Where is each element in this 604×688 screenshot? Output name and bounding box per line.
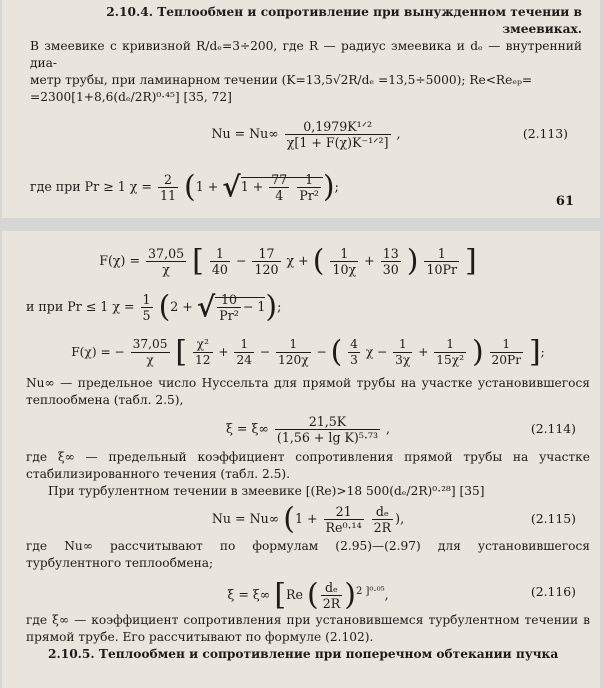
paren-open: ( [307, 577, 319, 613]
equation-2-114 [26, 409, 590, 449]
f1-coef-num: 37,05 [148, 246, 185, 261]
f2-b [234, 337, 254, 368]
chi-pr-ge-1 [30, 164, 582, 210]
paren-close: ) [322, 169, 335, 205]
page-top [2, 0, 600, 218]
f2-coef-den: χ [146, 353, 154, 367]
eq115-g-den: 2R [373, 520, 392, 535]
eq116-tail: , [384, 587, 389, 603]
paren-close: ) [344, 577, 356, 613]
f2-c-den: 120χ [277, 353, 309, 367]
eq116-f [321, 580, 343, 611]
f2-c [276, 337, 311, 368]
intro-line-3: =2300[1+8,6(dₑ/2R)⁰·⁴⁵] [35, 72] [30, 90, 232, 104]
eq113-lhs: Nu = Nu∞ [211, 126, 279, 141]
section-title: 2.10.4. Теплообмен и сопротивление при вынужденном течении в змеевиках. [106, 5, 582, 36]
eq113-numerator: 0,1979K¹ᐟ² [285, 119, 391, 135]
f1-c [330, 246, 358, 277]
chi-gt-frac2 [269, 172, 289, 203]
f2-coef-num: 37,05 [132, 337, 168, 351]
eq116-f-num: dₑ [321, 580, 343, 596]
sqrt-sign: √ [222, 170, 241, 204]
f1-e [424, 246, 459, 277]
f2-h [490, 337, 524, 368]
bracket-open: [ [175, 334, 188, 370]
equation-F2: F(χ) = − $\frac{37,05}{\chi}$ [ $\frac{\text{χ²}}{12}$ + $\frac{1}{24}$ − $\frac{1}{120\chi}$ − ( $\frac{4}{3}$ χ − $\frac{1}{3\chi}$ + $\frac{1}{\text{15χ²}}$ ) $\frac{1}{20Pr}$ ]; [71, 334, 545, 370]
eq116-re: Re [286, 587, 303, 603]
bracket-open: [ [274, 577, 287, 613]
eq114-tail: , [386, 421, 391, 436]
f2-g-num: 1 [434, 337, 466, 353]
f1-e-num: 1 [424, 246, 459, 262]
eq116-f-den: 2R [322, 596, 341, 612]
chi-gt-prefix: где при Pr ≥ 1 χ = [30, 179, 152, 194]
chi-gt-frac-den: 11 [159, 188, 176, 203]
f1-a-den: 40 [211, 262, 228, 277]
f2-b-den: 24 [236, 353, 252, 367]
equation-2-116 [26, 572, 590, 612]
bracket-close: ] [528, 334, 541, 370]
eq114-num: 21,5K [275, 414, 380, 430]
para-nu-limit: Nu∞ — предельное число Нуссельта для прямой трубы на участке установившегося теплообмена (табл. 2.5), [26, 376, 590, 407]
sqrt-sign: √ [196, 290, 216, 324]
eq113-tail: , [396, 126, 401, 141]
chi-lt-frac-den: 5 [142, 308, 151, 323]
chi-lt-prefix: и при Pr ≤ 1 χ = [26, 299, 135, 314]
f2-a-num: χ² [193, 337, 213, 353]
equation-2-115 [26, 500, 590, 538]
f2-a-den: 12 [194, 353, 211, 367]
eq115-g-num: dₑ [372, 504, 394, 520]
f2-g [434, 337, 466, 368]
eq115-lhs: Nu = Nu∞ [211, 511, 280, 526]
f1-d [381, 246, 401, 277]
f1-c-den: 10χ [332, 262, 357, 277]
paren-open: ( [312, 243, 325, 279]
chi-lt-open: 2 + [170, 299, 193, 314]
f1-d-num: 13 [382, 246, 399, 261]
sqrt-content [240, 172, 323, 203]
f1-c-num: 1 [330, 246, 358, 262]
f2-d-num: 4 [350, 337, 358, 351]
paren-open: ( [183, 169, 196, 205]
chi-gt-open: 1 + [195, 179, 219, 194]
page-gap [0, 218, 604, 231]
intro-line-2: метр трубы, при ламинарном течении (K=13,5√2R/dₑ =13,5÷5000); Re<Reₑₚ= [30, 73, 533, 87]
f2-h-den: 20Pr [491, 353, 522, 367]
f2-a [193, 337, 213, 368]
f1-coef [146, 246, 186, 277]
chi-lt-tail: ; [277, 299, 282, 314]
f2-b-num: 1 [234, 337, 254, 353]
f1-b-num: 17 [252, 246, 280, 262]
eq115-f-den: Re⁰·¹⁴ [325, 520, 362, 535]
bracket-close: ] [465, 243, 477, 279]
f1-d-den: 30 [382, 262, 399, 277]
eq115-g [372, 504, 394, 535]
f2-e [393, 337, 412, 368]
f2-coef [131, 337, 170, 368]
eq114-den: (1,56 + lg K)⁵·⁷³ [276, 430, 378, 445]
eq115-number: (2.115) [530, 511, 576, 526]
chi-lt-frac-num: 1 [142, 292, 151, 307]
f2-d-den: 3 [350, 353, 358, 367]
eq114-fraction [275, 414, 380, 445]
chi-gt-frac2-den: 4 [275, 188, 284, 203]
chi-gt-frac3-den: Pr² [299, 188, 319, 203]
eq113-fraction [285, 119, 391, 150]
f2-e-num: 1 [393, 337, 412, 353]
chi-gt-frac [158, 172, 178, 203]
f1-e-den: 10Pr [426, 262, 457, 277]
eq115-f-num: 21 [324, 504, 364, 520]
f1-b-tail: χ + [286, 253, 309, 268]
f2-e-den: 3χ [395, 353, 411, 367]
f2-c-num: 1 [276, 337, 311, 353]
paren-open: ( [283, 501, 295, 537]
chi-pr-le-1 [26, 287, 590, 327]
eq115-tail: ), [395, 511, 405, 526]
chi-lt-frac [141, 292, 153, 323]
paren-open: ( [330, 334, 343, 370]
sqrt-content [215, 292, 266, 323]
chi-gt-frac3-num: 1 [297, 172, 321, 188]
chi-gt-frac2-num: 77 [271, 172, 288, 187]
f2-tail: ; [540, 345, 545, 359]
f1-a-num: 1 [210, 246, 230, 262]
eq113-denominator: χ[1 + F(χ)K⁻¹ᐟ²] [286, 135, 389, 150]
f1-a [210, 246, 230, 277]
paren-close: ) [406, 243, 419, 279]
chi-lt-rfrac-den: Pr² [219, 308, 239, 323]
para-xi-limit: где ξ∞ — предельный коэффициент сопротивления прямой трубы на участке стабилизированного течения (табл. 2.5). [26, 450, 590, 481]
eq116-exp: 2 ]⁰·⁰⁵ [355, 586, 385, 597]
paren-close: ) [265, 289, 278, 325]
chi-lt-minus: − 1 [242, 299, 266, 314]
eq113-number: (2.113) [522, 126, 568, 141]
f2-d-tail: χ − [365, 345, 388, 359]
f1-b [252, 246, 280, 277]
eq114-lhs: ξ = ξ∞ [225, 421, 269, 436]
para-turbulent: При турбулентном течении в змеевике [(Re)>18 500(dₑ/2R)⁰·²⁸] [35] [48, 484, 485, 498]
bracket-open: [ [192, 243, 204, 279]
equation-F1: F(χ) = $\frac{37,05}{\chi}$ [ $\frac{1}{40}$ − $\frac{17}{120}$ χ + ( $\frac{1}{10\chi}$ + $\frac{13}{30}$ ) $\frac{1}{10Pr}$ ] [99, 243, 477, 279]
f1-b-den: 120 [254, 262, 279, 277]
eq115-f [324, 504, 364, 535]
chi-lt-rfrac-num: 10 [217, 292, 241, 308]
page-bottom [2, 231, 600, 688]
paren-close: ) [471, 334, 484, 370]
chi-lt-rfrac [217, 292, 241, 323]
next-section-heading: 2.10.5. Теплообмен и сопротивление при поперечном обтекании пучка [48, 647, 559, 661]
eq114-number: (2.114) [530, 421, 576, 436]
f2-g-den: 15χ² [436, 353, 465, 367]
eq116-number: (2.116) [530, 584, 576, 599]
paren-open: ( [158, 289, 171, 325]
para-calc: где Nu∞ рассчитывают по формулам (2.95)—(2.97) для установившегося турбулентного теплообмена; [26, 539, 590, 570]
chi-gt-frac3 [297, 172, 321, 203]
f2-lhs: F(χ) = − [71, 345, 125, 359]
f2-d [348, 337, 360, 368]
equation-2-113 [30, 114, 582, 154]
intro-line-1: В змеевике с кривизной R/dₑ=3÷200, где R — радиус змеевика и dₑ — внутренний диа- [30, 39, 582, 70]
chi-gt-tail: ; [334, 179, 339, 194]
chi-gt-frac-num: 2 [158, 172, 178, 188]
para-last: где ξ∞ — коэффициент сопротивления при установившемся турбулентном течении в прямой трубе. Его рассчитывают по формуле (2.102). [26, 613, 590, 644]
f2-h-num: 1 [490, 337, 524, 353]
eq115-a: 1 + [294, 511, 318, 526]
f1-coef-den: χ [162, 262, 170, 277]
f1-lhs: F(χ) = [99, 253, 141, 268]
page-number: 61 [555, 194, 574, 209]
eq116-lhs: ξ = ξ∞ [227, 587, 271, 603]
chi-gt-inner: 1 + [240, 179, 264, 194]
